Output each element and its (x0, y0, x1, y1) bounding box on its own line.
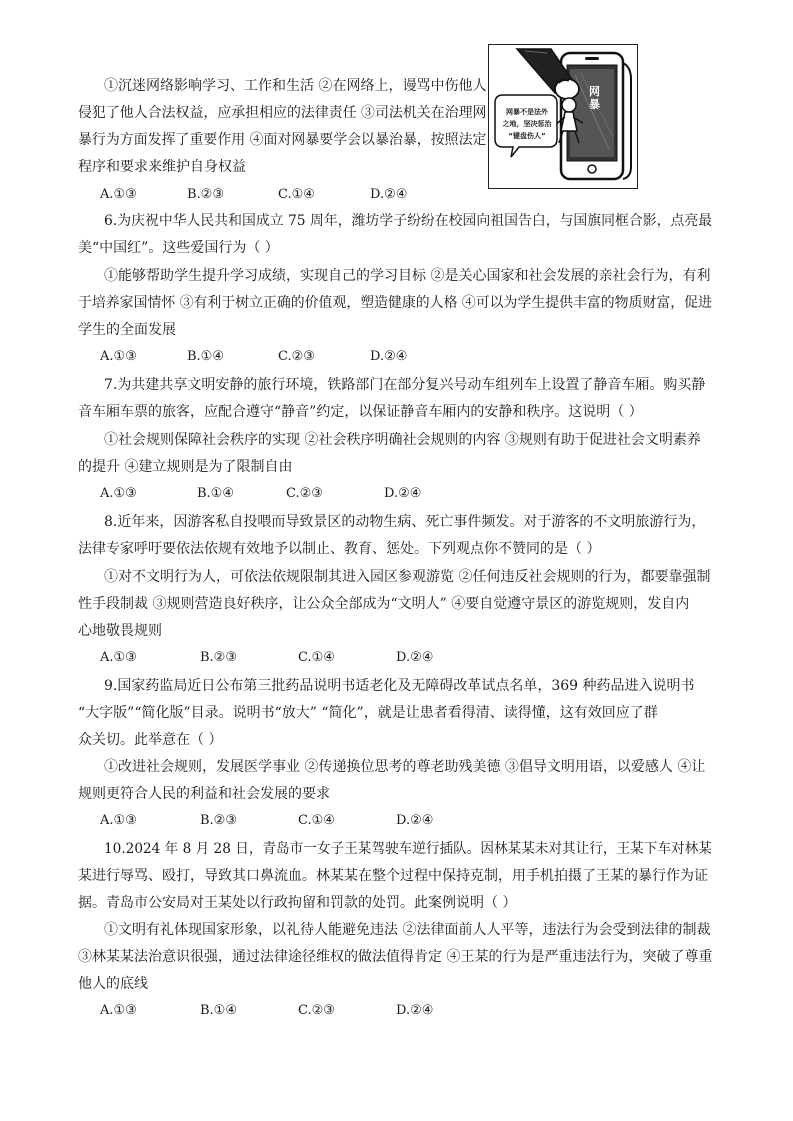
q8-option-c[interactable]: C.①④ (298, 650, 335, 665)
q7-line-3: ①社会规则保障社会秩序的实现 ②社会秩序明确社会规则的内容 ③规则有助于促进社会文明素养 (104, 432, 701, 448)
q5-line-3: 暴行为方面发挥了重要作用 ④面对网暴要学会以暴治暴，按照法定 (78, 132, 487, 148)
q9-line-4: ①改进社会规则，发展医学事业 ②传递换位思考的尊老助残美德 ③倡导文明用语，以爱感人 ④让 (104, 759, 706, 775)
q7-option-d[interactable]: D.②④ (384, 486, 422, 501)
q7-option-c[interactable]: C.②③ (286, 486, 323, 501)
q10-line-6: 他人的底线 (78, 976, 148, 992)
q10-option-a[interactable]: A.①③ (100, 1003, 137, 1018)
q8-option-b[interactable]: B.②③ (200, 650, 237, 665)
q6-line-3: ①能够帮助学生提升学习成绩，实现自己的学习目标 ②是关心国家和社会发展的亲社会行为，有利 (104, 268, 711, 284)
q5-option-a[interactable]: A.①③ (100, 187, 137, 202)
cartoon-bubble (498, 106, 556, 142)
q9-line-5: 规则更符合人民的利益和社会发展的要求 (78, 786, 330, 802)
q6-option-c[interactable]: C.②③ (278, 349, 315, 364)
q10-option-c[interactable]: C.②③ (298, 1003, 335, 1018)
q8-line-1: 8.近年来，因游客私自投喂而导致景区的动物生病、死亡事件频发。对于游客的不文明旅游行为， (104, 514, 706, 530)
q8-option-a[interactable]: A.①③ (100, 650, 137, 665)
bubble-line-1: 网暴不是法外 (506, 108, 548, 116)
q10-line-2: 某进行辱骂、殴打，导致其口鼻流血。林某某在整个过程中保持克制，用手机拍摄了王某的暴行作为证 (78, 868, 708, 884)
q9-option-d[interactable]: D.②④ (396, 813, 434, 828)
q9-line-1: 9.国家药监局近日公布第三批药品说明书适老化及无障碍改革试点名单，369 种药品进入说明书 (104, 678, 695, 694)
q5-option-b[interactable]: B.②③ (187, 187, 224, 202)
q7-line-4: 的提升 ④建立规则是为了限制自由 (78, 459, 293, 475)
q5-line-4: 程序和要求来维护自身权益 (78, 159, 246, 175)
q9-option-b[interactable]: B.②③ (200, 813, 237, 828)
q5-option-d[interactable]: D.②④ (370, 187, 408, 202)
q7-line-2: 音车厢车票的旅客，应配合遵守“静音”约定，以保证静音车厢内的安静和秩序。这说明（ ） (78, 404, 643, 420)
q9-line-3: 众关切。此举意在（ ） (78, 732, 223, 748)
q6-option-a[interactable]: A.①③ (100, 349, 137, 364)
phone-label: 网暴 (589, 85, 600, 111)
q6-line-5: 学生的全面发展 (78, 322, 176, 338)
q7-option-b[interactable]: B.①④ (197, 486, 234, 501)
q10-option-b[interactable]: B.①④ (200, 1003, 237, 1018)
q6-line-2: 美“中国红”。这些爱国行为（ ） (78, 240, 279, 256)
cyberbullying-cartoon (488, 44, 638, 189)
q5-line-2: 侵犯了他人合法权益，应承担相应的法律责任 ③司法机关在治理网 (78, 105, 487, 121)
q8-line-2: 法律专家呼吁要依法依规有效地予以制止、教育、惩处。下列观点你不赞同的是（ ） (78, 541, 601, 557)
q9-line-2: “大字版”“简化版”目录。说明书“放大” “简化”，就是让患者看得清、读得懂，这有效回应了群 (78, 705, 658, 721)
q10-line-1: 10.2024 年 8 月 28 日，青岛市一女子王某驾驶车逆行插队。因林某某未对其让行，王某下车对林某 (104, 841, 712, 857)
q10-line-4: ①文明有礼体现国家形象，以礼待人能避免违法 ②法律面前人人平等，违法行为会受到法律的制裁 (104, 922, 711, 938)
q8-line-3: ①对不文明行为人，可依法依规限制其进入园区参观游览 ②任何违反社会规则的行为，都要靠强制 (104, 569, 711, 585)
q8-line-4: 性手段制裁 ③规则营造良好秩序，让公众全部成为“文明人” ④要自觉遵守景区的游览规则，发自内 (78, 596, 690, 612)
q10-line-5: ③林某某法治意识很强，通过法律途径维权的做法值得肯定 ④王某的行为是严重违法行为，突破了尊重 (78, 949, 713, 965)
q5-line-1: ①沉迷网络影响学习、工作和生活 ②在网络上，谩骂中伤他人 (104, 78, 487, 94)
q8-line-5: 心地敬畏规则 (78, 623, 162, 639)
q6-line-1: 6.为庆祝中华人民共和国成立 75 周年，潍坊学子纷纷在校园向祖国告白，与国旗同框合影，点亮最 (104, 213, 713, 229)
q5-option-c[interactable]: C.①④ (278, 187, 315, 202)
q6-option-b[interactable]: B.①④ (187, 349, 224, 364)
q6-option-d[interactable]: D.②④ (370, 349, 408, 364)
q9-option-a[interactable]: A.①③ (100, 813, 137, 828)
q7-line-1: 7.为共建共享文明安静的旅行环境，铁路部门在部分复兴号动车组列车上设置了静音车厢。购买静 (104, 377, 706, 393)
q8-option-d[interactable]: D.②④ (396, 650, 434, 665)
q6-line-4: 于培养家国情怀 ③有利于树立正确的价值观，塑造健康的人格 ④可以为学生提供丰富的物质财富，促进 (78, 295, 712, 311)
q9-option-c[interactable]: C.①④ (298, 813, 335, 828)
bubble-line-2: 之地，坚决惩治 (502, 120, 552, 128)
bubble-line-3: “键盘伤人” (508, 132, 546, 140)
q7-option-a[interactable]: A.①③ (100, 486, 137, 501)
q10-line-3: 据。青岛市公安局对王某处以行政拘留和罚款的处罚。此案例说明（ ） (78, 895, 517, 911)
q10-option-d[interactable]: D.②④ (396, 1003, 434, 1018)
